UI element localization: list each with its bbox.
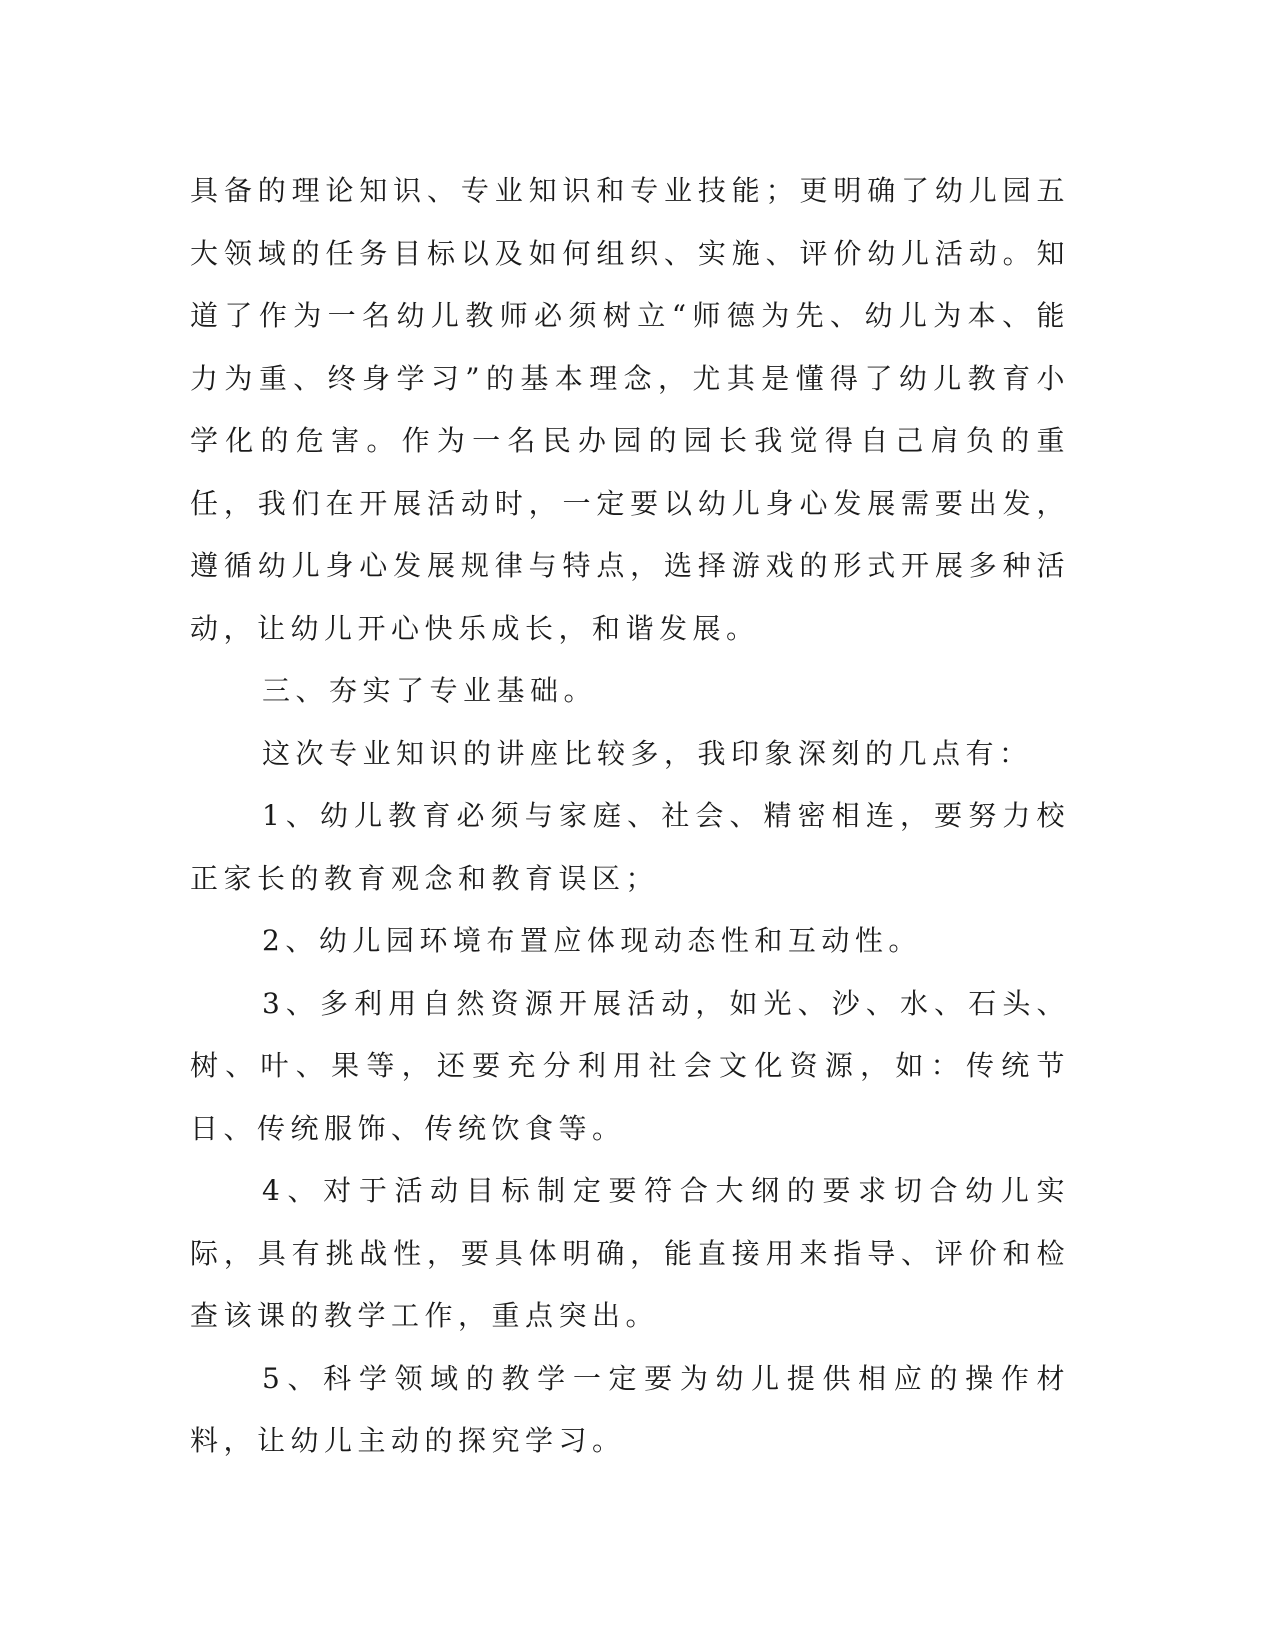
list-item-1: 1、幼儿教育必须与家庭、社会、精密相连，要努力校正家长的教育观念和教育误区；	[190, 799, 1070, 895]
list-item-2: 2、幼儿园环境布置应体现动态性和互动性。	[262, 924, 922, 957]
list-item-4: 4、对于活动目标制定要符合大纲的要求切合幼儿实际，具有挑战性，要具体明确，能直接用来指导、评价和检查该课的教学工作，重点突出。	[190, 1174, 1070, 1332]
paragraph-continuation: 具备的理论知识、专业知识和专业技能；更明确了幼儿园五大领域的任务目标以及如何组织、实施、评价幼儿活动。知道了作为一名幼儿教师必须树立“师德为先、幼儿为本、能力为重、终身学习”的基本理念，尤其是懂得了幼儿教育小学化的危害。作为一名民办园的园长我觉得自己肩负的重任，我们在开展活动时，一定要以幼儿身心发展需要出发，遵循幼儿身心发展规律与特点，选择游戏的形式开展多种活动，让幼儿开心快乐成长，和谐发展。	[190, 174, 1070, 645]
list-item-3: 3、多利用自然资源开展活动，如光、沙、水、石头、树、叶、果等，还要充分利用社会文化资源，如：传统节日、传统服饰、传统饮食等。	[190, 986, 1070, 1145]
section-heading-three: 三、夯实了专业基础。	[262, 674, 598, 707]
list-item-5: 5、科学领域的教学一定要为幼儿提供相应的操作材料，让幼儿主动的探究学习。	[190, 1361, 1070, 1457]
document-body	[190, 160, 1070, 1473]
paragraph-intro: 这次专业知识的讲座比较多，我印象深刻的几点有：	[262, 736, 1033, 770]
